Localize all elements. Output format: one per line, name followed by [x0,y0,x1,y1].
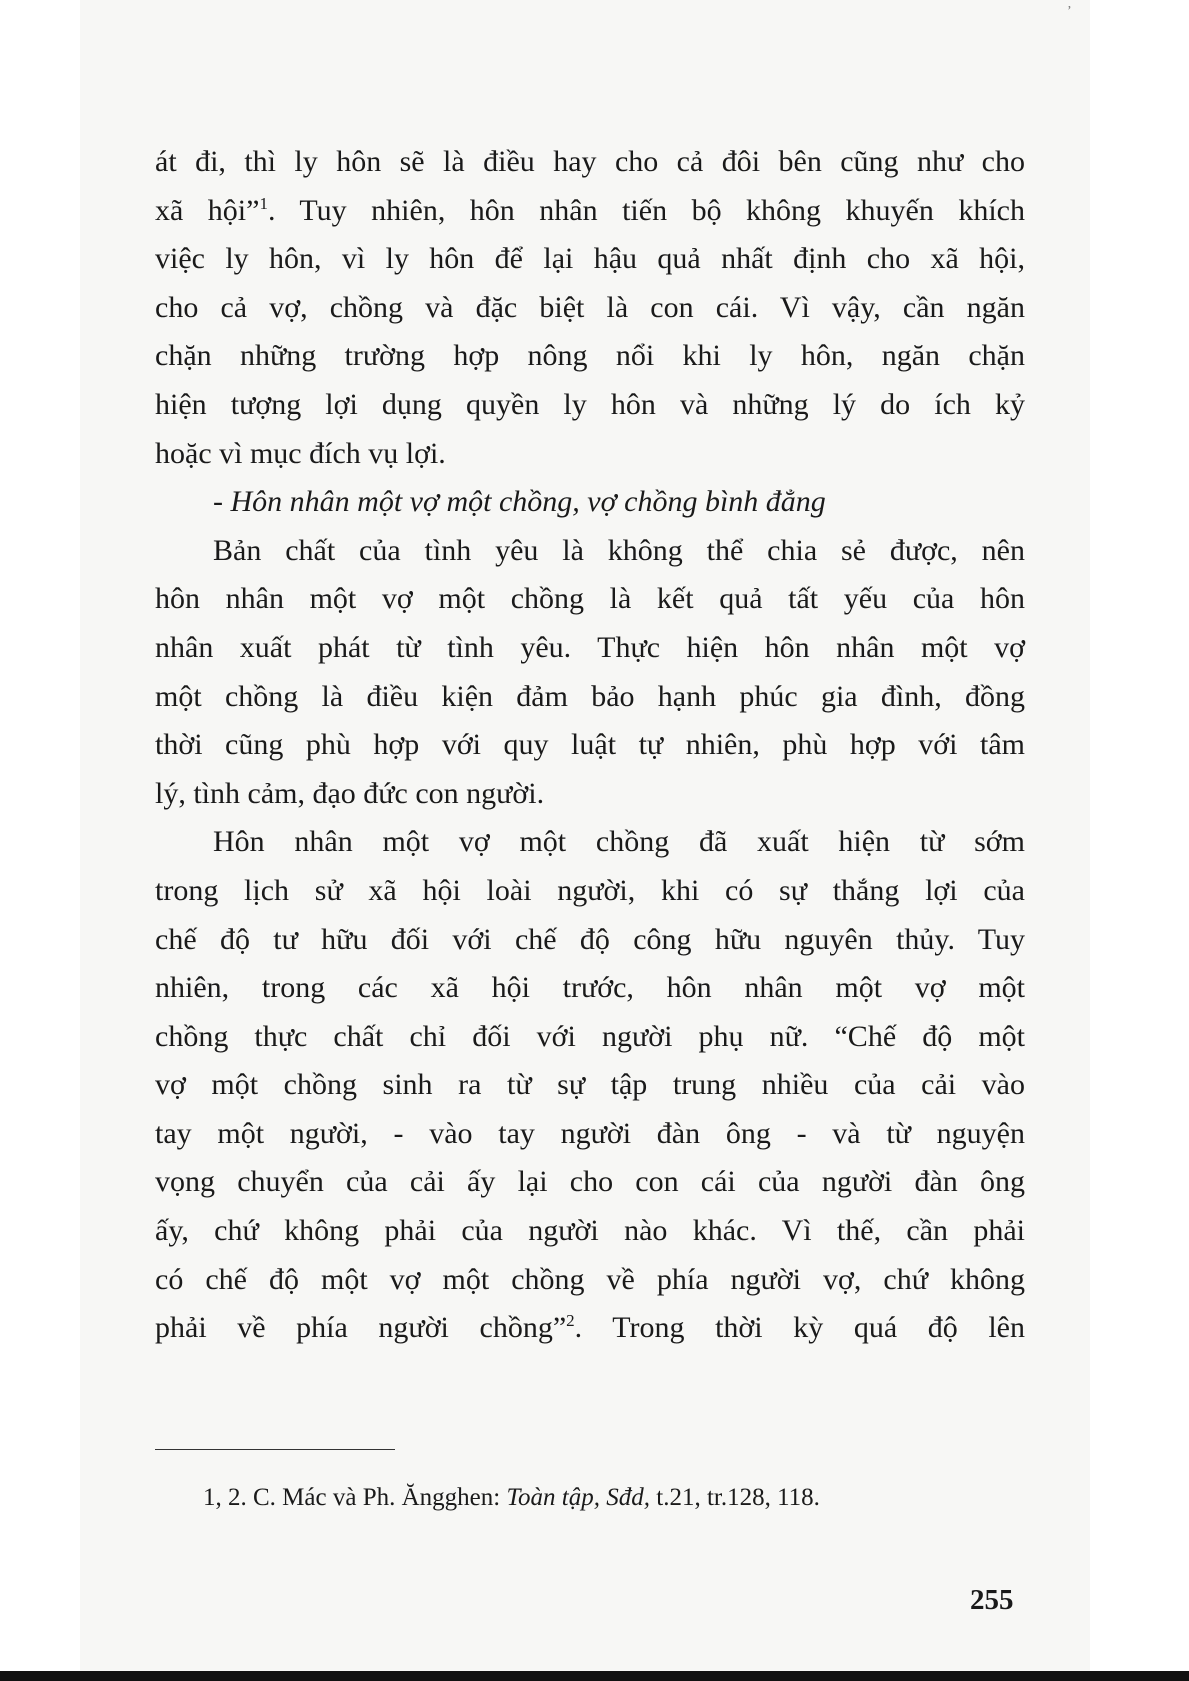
text-line: hoặc vì mục đích vụ lợi. [155,436,446,470]
text-line: nhiên, trong các xã hội trước, hôn nhân một vợ một [155,971,1025,1005]
text-line: Bản chất của tình yêu là không thể chia sẻ được, nên [213,533,1025,567]
footnote-divider [155,1449,395,1450]
text-line: vọng chuyển của cải ấy lại cho con cái của người đàn ông [155,1165,1025,1199]
text-line: phải về phía người chồng”$^2$. Trong thời kỳ quá độ lên [155,1311,1025,1345]
text-line: hôn nhân một vợ một chồng là kết quả tất yếu của hôn [155,582,1025,616]
text-line: trong lịch sử xã hội loài người, khi có sự thắng lợi của [155,873,1025,907]
text-line: hiện tượng lợi dụng quyền ly hôn và những lý do ích kỷ [155,387,1025,421]
text-line: xã hội”$^1$. Tuy nhiên, hôn nhân tiến bộ không khuyến khích [155,193,1026,227]
text-line: Hôn nhân một vợ một chồng đã xuất hiện từ sớm [213,825,1025,859]
text-line: át đi, thì ly hôn sẽ là điều hay cho cả đôi bên cũng như cho [155,145,1025,178]
text-line: nhân xuất phát từ tình yêu. Thực hiện hôn nhân một vợ [155,630,1025,664]
text-line: thời cũng phù hợp với quy luật tự nhiên, phù hợp với tâm [155,728,1025,762]
footnote-ref-1: 1 [259,193,268,213]
footnote-work-title: Toàn tập, Sđd, [506,1484,651,1511]
text-line: việc ly hôn, vì ly hôn để lại hậu quả nhất định cho xã hội, [155,242,1025,276]
section-heading: - Hôn nhân một vợ một chồng, vợ chồng bình đẳng [213,485,826,519]
text-line: lý, tình cảm, đạo đức con người. [155,776,545,810]
scan-mark: ’ [1067,4,1072,19]
body-text [155,138,1025,1353]
text-line: cho cả vợ, chồng và đặc biệt là con cái. Vì vậy, cần ngăn [155,290,1025,324]
text-line: ấy, chứ không phải của người nào khác. Vì thế, cần phải [155,1214,1025,1248]
text-line: một chồng là điều kiện đảm bảo hạnh phúc gia đình, đồng [155,679,1025,713]
text-line: chặn những trường hợp nông nổi khi ly hôn, ngăn chặn [155,339,1025,373]
text-line: tay một người, - vào tay người đàn ông - và từ nguyện [155,1116,1025,1150]
footnote: 1, 2. C. Mác và Ph. Ăngghen: Toàn tập, Sđd, t.21, tr.128, 118. [203,1484,820,1511]
page-number: 255 [970,1584,1014,1616]
footnote-ref-2: 2 [566,1311,575,1331]
text-line: có chế độ một vợ một chồng về phía người vợ, chứ không [155,1262,1025,1296]
text-line: vợ một chồng sinh ra từ sự tập trung nhiều của cải vào [155,1068,1025,1102]
text-line: chồng thực chất chỉ đối với người phụ nữ. “Chế độ một [155,1019,1025,1053]
scan-edge [0,1671,1189,1681]
text-line: chế độ tư hữu đối với chế độ công hữu nguyên thủy. Tuy [155,922,1025,956]
